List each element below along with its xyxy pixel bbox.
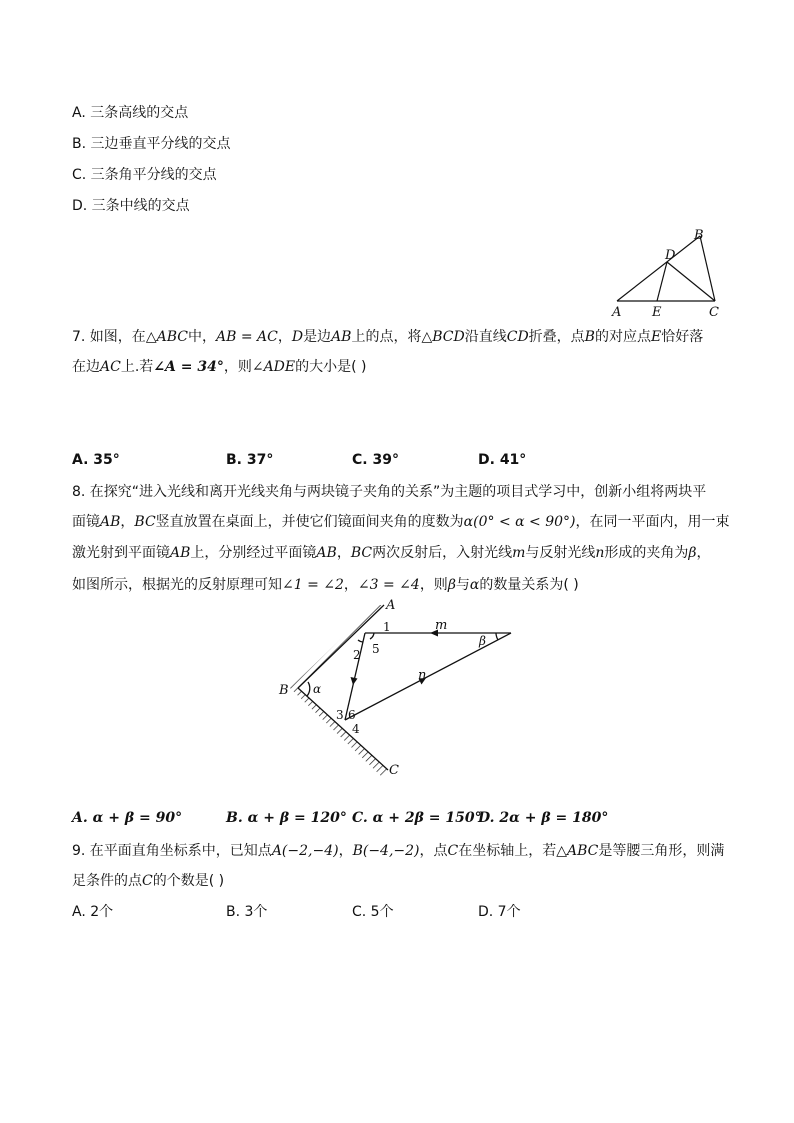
q8-option-a: A. α + β = 90° bbox=[72, 810, 183, 826]
q8-line-3: 激光射到平面镜AB上，分别经过平面镜AB，BC两次反射后，入射光线m与反射光线n形成的夹角为β， bbox=[72, 545, 711, 561]
q8-ray-n bbox=[345, 633, 511, 720]
q7-label-d: D bbox=[665, 248, 676, 263]
q8-mirror-bc-hatch bbox=[290, 688, 388, 777]
q8-angle-5-arc bbox=[370, 633, 374, 639]
q7-label-a: A bbox=[612, 305, 622, 320]
q9-option-c: C. 5个 bbox=[352, 904, 394, 920]
q6-option-b: B. 三边垂直平分线的交点 bbox=[72, 136, 231, 152]
q8-option-b: B. α + β = 120° bbox=[226, 810, 347, 826]
q7-line-2: 在边AC上.若∠A = 34°，则∠ADE的大小是( ) bbox=[72, 359, 367, 375]
q8-label-beta: β bbox=[479, 634, 486, 648]
q7-option-c: C. 39° bbox=[352, 452, 399, 468]
q8-angle-alpha-arc bbox=[307, 682, 310, 696]
q6-option-a: A. 三条高线的交点 bbox=[72, 105, 189, 121]
q8-option-d: D. 2α + β = 180° bbox=[478, 810, 609, 826]
q9-option-b: B. 3个 bbox=[226, 904, 268, 920]
q8-label-6: 6 bbox=[348, 708, 356, 722]
q8-angle-2-arc bbox=[358, 640, 363, 642]
q8-label-a: A bbox=[386, 598, 396, 613]
q8-label-m: m bbox=[435, 618, 448, 633]
q8-label-b: B bbox=[279, 683, 289, 698]
q8-angle-beta-arc bbox=[496, 633, 498, 640]
q8-label-alpha: α bbox=[313, 682, 322, 696]
q8-mirror-bc bbox=[298, 688, 388, 770]
q8-mirror-ab-hatch bbox=[290, 605, 384, 688]
q6-option-d: D. 三条中线的交点 bbox=[72, 198, 190, 214]
q9-line-2: 足条件的点C的个数是( ) bbox=[72, 873, 225, 889]
q7-option-b: B. 37° bbox=[226, 452, 274, 468]
q9-option-d: D. 7个 bbox=[478, 904, 521, 920]
q8-label-c: C bbox=[389, 763, 399, 778]
q7-segment-ab bbox=[617, 236, 700, 301]
q8-line-1: 8. 在探究“进入光线和离开光线夹角与两块镜子夹角的关系”为主题的项目式学习中，创新小组将两块平 bbox=[72, 484, 707, 500]
q7-option-a: A. 35° bbox=[72, 452, 120, 468]
q6-option-c: C. 三条角平分线的交点 bbox=[72, 167, 217, 183]
q9-option-a: A. 2个 bbox=[72, 904, 114, 920]
q7-triangle-figure bbox=[600, 222, 740, 322]
q8-label-1: 1 bbox=[383, 620, 391, 634]
q8-line-2: 面镜AB，BC竖直放置在桌面上，并使它们镜面间夹角的度数为α(0° < α < 90°)，在同一平面内，用一束 bbox=[72, 514, 730, 530]
q8-label-2: 2 bbox=[353, 648, 361, 662]
q8-ray-middle bbox=[345, 633, 365, 720]
q7-label-e: E bbox=[652, 305, 662, 320]
q8-option-c: C. α + 2β = 150° bbox=[352, 810, 482, 826]
q8-label-4: 4 bbox=[352, 722, 360, 736]
q8-label-3: 3 bbox=[336, 708, 344, 722]
q9-line-1: 9. 在平面直角坐标系中，已知点A(−2,−4)，B(−4,−2)，点C在坐标轴上，若△ABC是等腰三角形，则满 bbox=[72, 843, 725, 859]
q8-line-4: 如图所示，根据光的反射原理可知∠1 = ∠2，∠3 = ∠4，则β与α的数量关系为( ) bbox=[72, 577, 579, 593]
q7-label-b: B bbox=[694, 228, 704, 243]
q7-label-c: C bbox=[709, 305, 719, 320]
q8-label-5: 5 bbox=[372, 642, 380, 656]
q8-arrow-middle bbox=[351, 677, 358, 685]
q7-option-d: D. 41° bbox=[478, 452, 527, 468]
q8-label-n: n bbox=[418, 668, 427, 683]
q8-mirror-figure bbox=[270, 595, 530, 780]
q7-line-1: 7. 如图，在△ABC中，AB = AC，D是边AB上的点，将△BCD沿直线CD折叠，点B的对应点E恰好落 bbox=[72, 329, 704, 345]
